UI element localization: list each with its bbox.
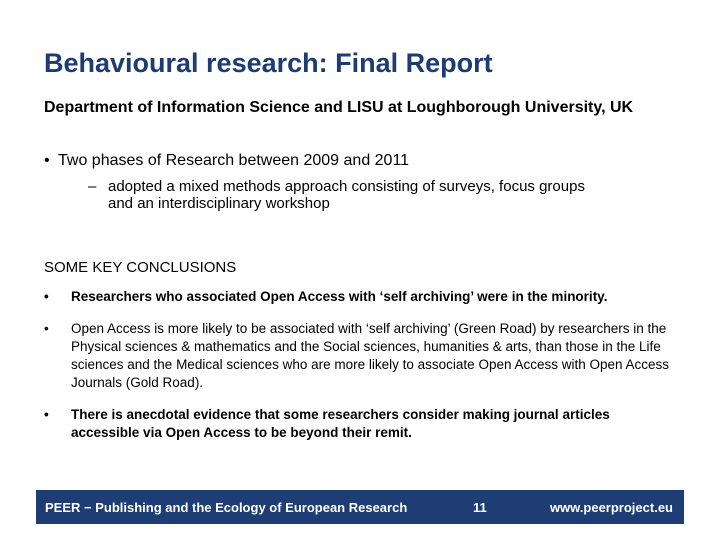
conclusion-item <box>44 406 680 442</box>
bullet-marker: • <box>44 152 50 169</box>
bullet-marker: • <box>44 407 49 422</box>
conclusions-list <box>44 288 680 456</box>
slide-subtitle: Department of Information Science and LISU at Loughborough University, UK <box>44 99 634 116</box>
conclusion-text: There is anecdotal evidence that some researchers consider making journal articles accessible via Open Access to be beyond their remit. <box>71 407 610 440</box>
sub-bullet-item <box>88 178 608 212</box>
conclusion-text: Researchers who associated Open Access with ‘self archiving’ were in the minority. <box>71 289 608 304</box>
conclusion-text: Open Access is more likely to be associated with ‘self archiving’ (Green Road) by researchers in the Physical sciences & mathematics and the Social sciences, humanities & arts, than those in the Life sciences and the Medical sciences who are more likely to associate Open Access with Open Access Journals (Gold Road). <box>71 321 670 390</box>
bullet-marker: • <box>44 321 49 336</box>
phase-text: Two phases of Research between 2009 and 2011 <box>58 152 410 169</box>
footer-url-link[interactable]: www.peerproject.eu <box>549 500 673 515</box>
footer-project-name: PEER − Publishing and the Ecology of European Research <box>45 500 408 515</box>
slide-title: Behavioural research: Final Report <box>44 48 493 78</box>
footer-bar <box>36 490 684 524</box>
sub-bullet-text: adopted a mixed methods approach consisting of surveys, focus groups and an interdisciplinary workshop <box>108 178 585 212</box>
key-conclusions-heading: SOME KEY CONCLUSIONS <box>44 259 237 276</box>
bullet-marker: • <box>44 289 49 304</box>
conclusion-item <box>44 288 680 306</box>
page-number: 11 <box>473 500 487 515</box>
conclusion-item <box>44 320 680 392</box>
dash-marker: – <box>88 178 97 195</box>
phase-bullet-item <box>44 151 409 170</box>
